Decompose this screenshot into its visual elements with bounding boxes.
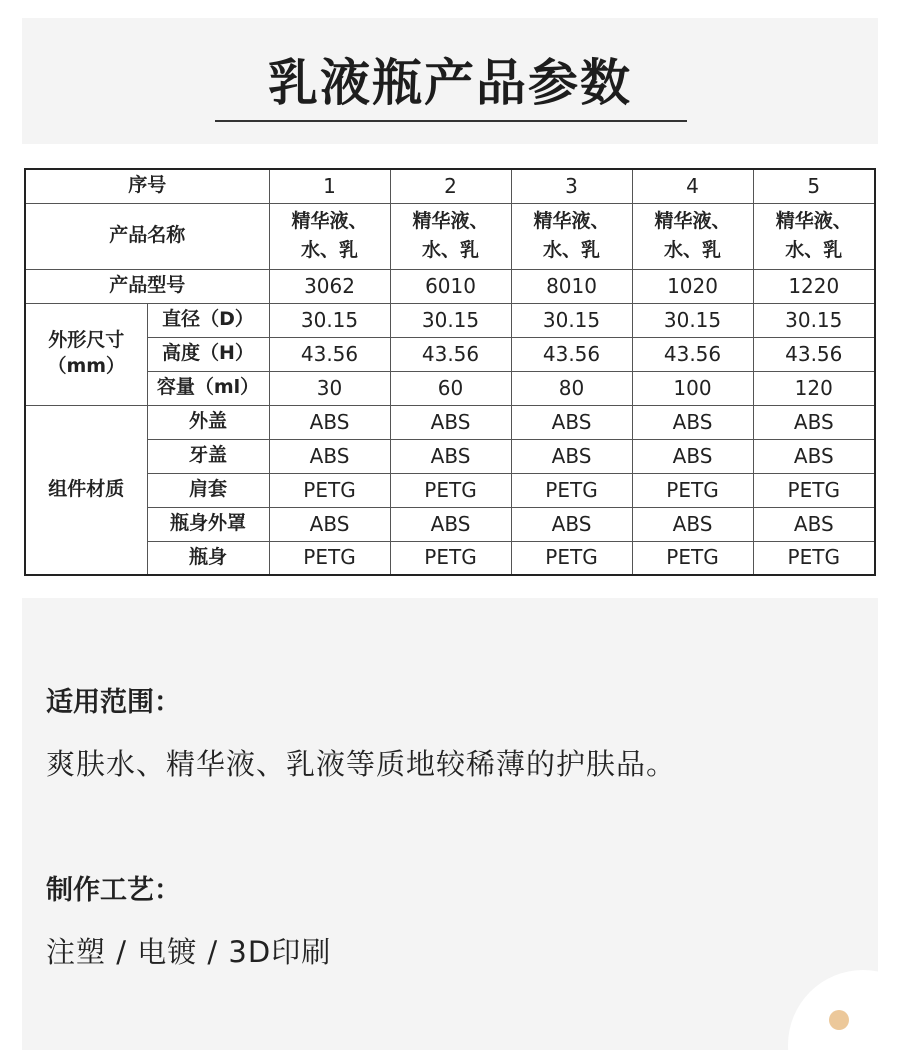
row-index <box>25 169 875 203</box>
cell-outer-cap-3: ABS <box>511 405 632 439</box>
row-bottle-body <box>25 541 875 575</box>
cell-bottle-cover-4: ABS <box>632 507 753 541</box>
cell-diameter-3: 30.15 <box>511 303 632 337</box>
cell-name-3 <box>511 203 632 269</box>
row-thread-cap <box>25 439 875 473</box>
cell-model-3: 8010 <box>511 269 632 303</box>
title-panel <box>22 18 878 144</box>
header-dimension-group <box>25 303 147 405</box>
cell-shoulder-3: PETG <box>511 473 632 507</box>
header-index: 序号 <box>25 169 269 203</box>
row-diameter <box>25 303 875 337</box>
name-line2: 水、乳 <box>543 239 601 261</box>
row-name <box>25 203 875 269</box>
cell-diameter-1: 30.15 <box>269 303 390 337</box>
name-line2: 水、乳 <box>785 239 843 261</box>
craft-text: 注塑 / 电镀 / 3D印刷 <box>46 935 332 969</box>
decorative-dot <box>829 1010 849 1030</box>
cell-name-5 <box>753 203 875 269</box>
cell-index-3: 3 <box>511 169 632 203</box>
cell-height-2: 43.56 <box>390 337 511 371</box>
cell-thread-cap-1: ABS <box>269 439 390 473</box>
usage-label: 适用范围： <box>46 687 181 718</box>
cell-name-4 <box>632 203 753 269</box>
dimension-unit-label: （mm） <box>47 355 126 377</box>
name-line2: 水、乳 <box>422 239 480 261</box>
row-bottle-cover <box>25 507 875 541</box>
header-model: 产品型号 <box>25 269 269 303</box>
row-capacity <box>25 371 875 405</box>
name-line2: 水、乳 <box>664 239 722 261</box>
row-model <box>25 269 875 303</box>
spec-table <box>24 168 876 576</box>
row-shoulder <box>25 473 875 507</box>
header-capacity: 容量（ml） <box>147 371 269 405</box>
cell-index-5: 5 <box>753 169 875 203</box>
name-line2: 水、乳 <box>301 239 359 261</box>
craft-label: 制作工艺： <box>46 875 181 906</box>
cell-bottle-cover-1: ABS <box>269 507 390 541</box>
cell-name-1 <box>269 203 390 269</box>
cell-bottle-body-3: PETG <box>511 541 632 575</box>
cell-index-1: 1 <box>269 169 390 203</box>
name-line1: 精华液、 <box>533 209 610 232</box>
cell-name-2 <box>390 203 511 269</box>
usage-text: 爽肤水、精华液、乳液等质地较稀薄的护肤品。 <box>46 747 677 781</box>
cell-capacity-5: 120 <box>753 371 875 405</box>
cell-capacity-3: 80 <box>511 371 632 405</box>
cell-capacity-4: 100 <box>632 371 753 405</box>
cell-bottle-body-2: PETG <box>390 541 511 575</box>
header-shoulder: 肩套 <box>147 473 269 507</box>
cell-model-5: 1220 <box>753 269 875 303</box>
title-underline <box>215 120 687 122</box>
cell-model-1: 3062 <box>269 269 390 303</box>
cell-bottle-body-4: PETG <box>632 541 753 575</box>
cell-bottle-cover-3: ABS <box>511 507 632 541</box>
cell-index-4: 4 <box>632 169 753 203</box>
cell-outer-cap-4: ABS <box>632 405 753 439</box>
header-material-group: 组件材质 <box>25 405 147 575</box>
header-name: 产品名称 <box>25 203 269 269</box>
dimension-group-label: 外形尺寸 <box>48 329 125 352</box>
cell-thread-cap-3: ABS <box>511 439 632 473</box>
cell-shoulder-4: PETG <box>632 473 753 507</box>
page-title: 乳液瓶产品参数 <box>268 54 632 112</box>
cell-model-2: 6010 <box>390 269 511 303</box>
cell-thread-cap-4: ABS <box>632 439 753 473</box>
cell-thread-cap-2: ABS <box>390 439 511 473</box>
cell-diameter-5: 30.15 <box>753 303 875 337</box>
cell-outer-cap-1: ABS <box>269 405 390 439</box>
cell-outer-cap-5: ABS <box>753 405 875 439</box>
info-panel <box>22 598 878 1050</box>
cell-model-4: 1020 <box>632 269 753 303</box>
row-height <box>25 337 875 371</box>
cell-diameter-4: 30.15 <box>632 303 753 337</box>
decorative-arc <box>788 970 878 1050</box>
cell-bottle-cover-2: ABS <box>390 507 511 541</box>
cell-bottle-body-5: PETG <box>753 541 875 575</box>
cell-bottle-cover-5: ABS <box>753 507 875 541</box>
cell-height-4: 43.56 <box>632 337 753 371</box>
cell-bottle-body-1: PETG <box>269 541 390 575</box>
row-outer-cap <box>25 405 875 439</box>
name-line1: 精华液、 <box>291 209 368 232</box>
header-diameter: 直径（D） <box>147 303 269 337</box>
header-bottle-cover: 瓶身外罩 <box>147 507 269 541</box>
cell-capacity-2: 60 <box>390 371 511 405</box>
cell-shoulder-5: PETG <box>753 473 875 507</box>
header-bottle-body: 瓶身 <box>147 541 269 575</box>
header-height: 高度（H） <box>147 337 269 371</box>
cell-thread-cap-5: ABS <box>753 439 875 473</box>
name-line1: 精华液、 <box>412 209 489 232</box>
cell-diameter-2: 30.15 <box>390 303 511 337</box>
cell-shoulder-1: PETG <box>269 473 390 507</box>
name-line1: 精华液、 <box>654 209 731 232</box>
header-outer-cap: 外盖 <box>147 405 269 439</box>
cell-shoulder-2: PETG <box>390 473 511 507</box>
cell-outer-cap-2: ABS <box>390 405 511 439</box>
name-line1: 精华液、 <box>775 209 852 232</box>
cell-capacity-1: 30 <box>269 371 390 405</box>
header-thread-cap: 牙盖 <box>147 439 269 473</box>
cell-height-1: 43.56 <box>269 337 390 371</box>
cell-index-2: 2 <box>390 169 511 203</box>
cell-height-3: 43.56 <box>511 337 632 371</box>
cell-height-5: 43.56 <box>753 337 875 371</box>
